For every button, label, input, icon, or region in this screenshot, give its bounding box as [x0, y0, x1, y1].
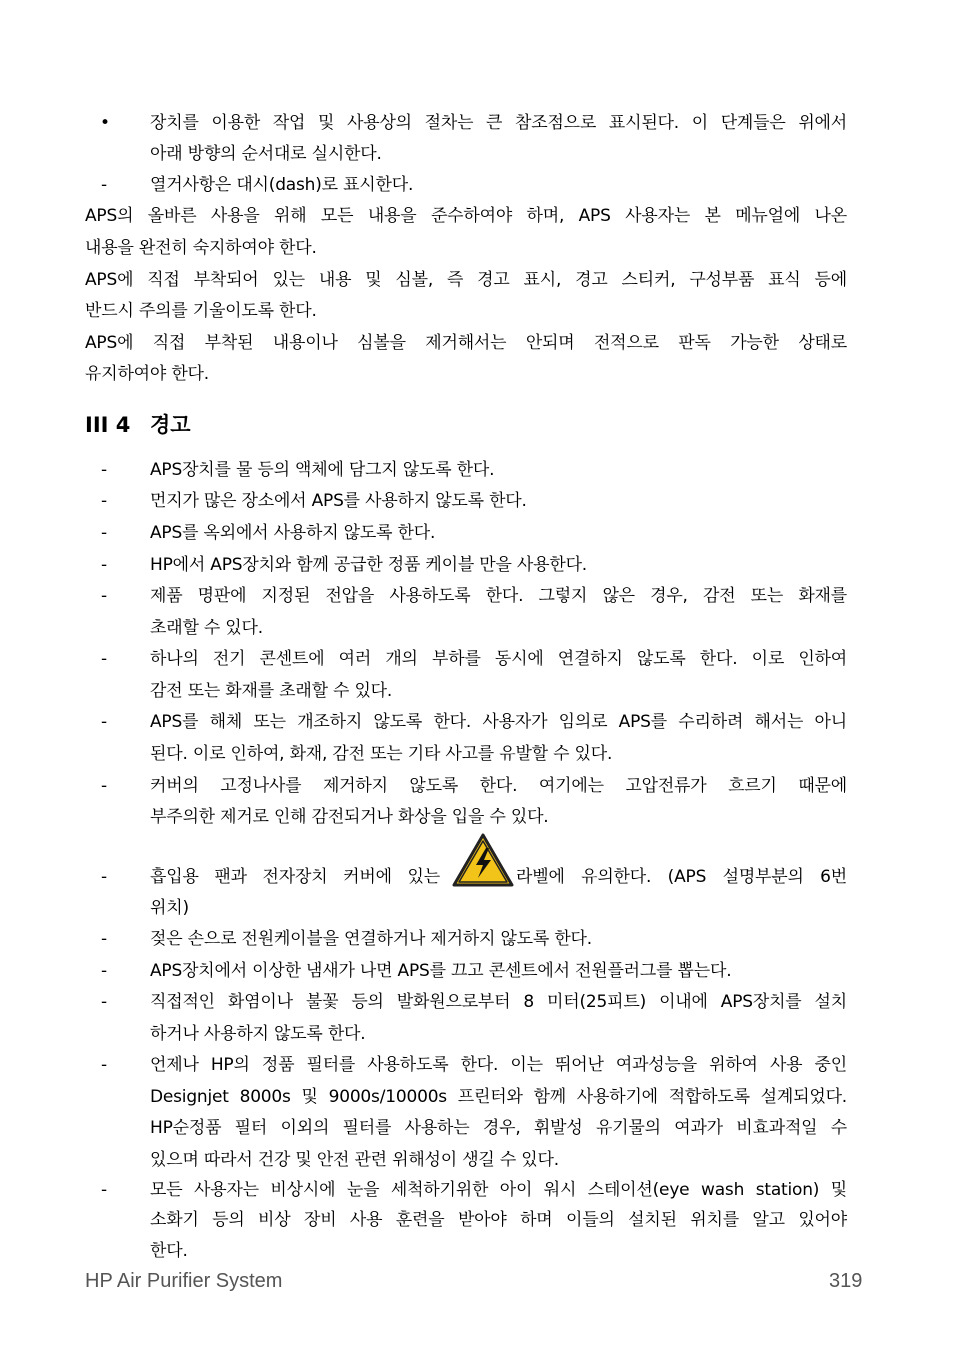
section-title: 경고	[150, 413, 191, 437]
bullet-dot: •	[100, 113, 111, 133]
section-heading	[85, 412, 191, 438]
intro-paragraph-2-line1: APS에 직접 부착되어 있는 내용 및 심볼, 즉 경고 표시, 경고 스티커, 구성부품 표식 등에	[85, 270, 847, 290]
warning-dash: -	[101, 460, 108, 480]
warning-dash: -	[101, 1180, 108, 1200]
intro-dot-item-line2: 아래 방향의 순서대로 실시한다.	[150, 144, 382, 164]
warning-dash: -	[101, 776, 108, 796]
warning-dash: -	[101, 523, 108, 543]
warning-dash: -	[101, 649, 108, 669]
warning-item-9-part1: 흡입용 팬과 전자장치 커버에 있는	[150, 867, 440, 887]
warning-dash: -	[101, 555, 108, 575]
warning-item-14-line2: 소화기 등의 비상 장비 사용 훈련을 받아야 하며 이들의 설치된 위치를 알고 있어야	[150, 1210, 847, 1230]
warning-dash: -	[101, 867, 108, 887]
warning-item-9-line2: 위치)	[150, 898, 189, 918]
intro-paragraph-2-line2: 반드시 주의를 기울이도록 한다.	[85, 301, 317, 321]
warning-item-1: APS장치를 물 등의 액체에 담그지 않도록 한다.	[150, 460, 495, 480]
intro-paragraph-3-line2: 유지하여야 한다.	[85, 364, 209, 384]
bullet-dash: -	[101, 175, 108, 195]
intro-paragraph-1-line2: 내용을 완전히 숙지하여야 한다.	[85, 238, 317, 258]
warning-item-13-line3: HP순정품 필터 이외의 필터를 사용하는 경우, 휘발성 유기물의 여과가 비효과적일 수	[150, 1118, 847, 1138]
warning-dash: -	[101, 929, 108, 949]
warning-item-5-line2: 초래할 수 있다.	[150, 618, 263, 638]
intro-dot-item-line1: 장치를 이용한 작업 및 사용상의 절차는 큰 참조점으로 표시된다. 이 단계들은 위에서	[150, 113, 847, 133]
section-number: III 4	[85, 413, 131, 437]
warning-item-13-line2: Designjet 8000s 및 9000s/10000s 프린터와 함께 사용하기에 적합하도록 설계되었다.	[150, 1087, 847, 1107]
warning-item-9-part2: 라벨에 유의한다. (APS 설명부분의 6번	[516, 867, 847, 887]
warning-item-12-line1: 직접적인 화염이나 불꽃 등의 발화원으로부터 8 미터(25피트) 이내에 APS장치를 설치	[150, 992, 847, 1012]
warning-item-12-line2: 하거나 사용하지 않도록 한다.	[150, 1024, 366, 1044]
warning-item-11: APS장치에서 이상한 냄새가 나면 APS를 끄고 콘센트에서 전원플러그를 뽑는다.	[150, 961, 732, 981]
intro-dash-item: 열거사항은 대시(dash)로 표시한다.	[150, 175, 414, 195]
warning-item-4: HP에서 APS장치와 함께 공급한 정품 케이블 만을 사용한다.	[150, 555, 587, 575]
warning-item-13-line4: 있으며 따라서 건강 및 안전 관련 위해성이 생길 수 있다.	[150, 1150, 559, 1170]
warning-item-13-line1: 언제나 HP의 정품 필터를 사용하도록 한다. 이는 뛰어난 여과성능을 위하여 사용 중인	[150, 1055, 847, 1075]
intro-paragraph-1-line1: APS의 올바른 사용을 위해 모든 내용을 준수하여야 하며, APS 사용자는 본 메뉴얼에 나온	[85, 206, 847, 226]
warning-item-7-line1: APS를 해체 또는 개조하지 않도록 한다. 사용자가 임의로 APS를 수리하려 해서는 아니	[150, 712, 847, 732]
warning-dash: -	[101, 491, 108, 511]
warning-item-14-line3: 한다.	[150, 1241, 188, 1261]
warning-dash: -	[101, 961, 108, 981]
high-voltage-warning-icon	[451, 832, 515, 888]
warning-item-7-line2: 된다. 이로 인하여, 화재, 감전 또는 기타 사고를 유발할 수 있다.	[150, 744, 613, 764]
intro-paragraph-3-line1: APS에 직접 부착된 내용이나 심볼을 제거해서는 안되며 전적으로 판독 가능한 상태로	[85, 333, 847, 353]
warning-item-5-line1: 제품 명판에 지정된 전압을 사용하도록 한다. 그렇지 않은 경우, 감전 또는 화재를	[150, 586, 847, 606]
page-number: 319	[829, 1270, 863, 1292]
warning-item-6-line2: 감전 또는 화재를 초래할 수 있다.	[150, 681, 393, 701]
warning-item-8-line1: 커버의 고정나사를 제거하지 않도록 한다. 여기에는 고압전류가 흐르기 때문에	[150, 776, 847, 796]
warning-dash: -	[101, 1055, 108, 1075]
warning-item-2: 먼지가 많은 장소에서 APS를 사용하지 않도록 한다.	[150, 491, 527, 511]
warning-dash: -	[101, 586, 108, 606]
warning-item-10: 젖은 손으로 전원케이블을 연결하거나 제거하지 않도록 한다.	[150, 929, 592, 949]
footer-title: HP Air Purifier System	[85, 1270, 283, 1292]
warning-dash: -	[101, 992, 108, 1012]
warning-dash: -	[101, 712, 108, 732]
warning-item-8-line2: 부주의한 제거로 인해 감전되거나 화상을 입을 수 있다.	[150, 807, 549, 827]
warning-item-6-line1: 하나의 전기 콘센트에 여러 개의 부하를 동시에 연결하지 않도록 한다. 이로 인하여	[150, 649, 847, 669]
warning-item-3: APS를 옥외에서 사용하지 않도록 한다.	[150, 523, 436, 543]
warning-item-14-line1: 모든 사용자는 비상시에 눈을 세척하기위한 아이 워시 스테이션(eye wash station) 및	[150, 1180, 847, 1200]
